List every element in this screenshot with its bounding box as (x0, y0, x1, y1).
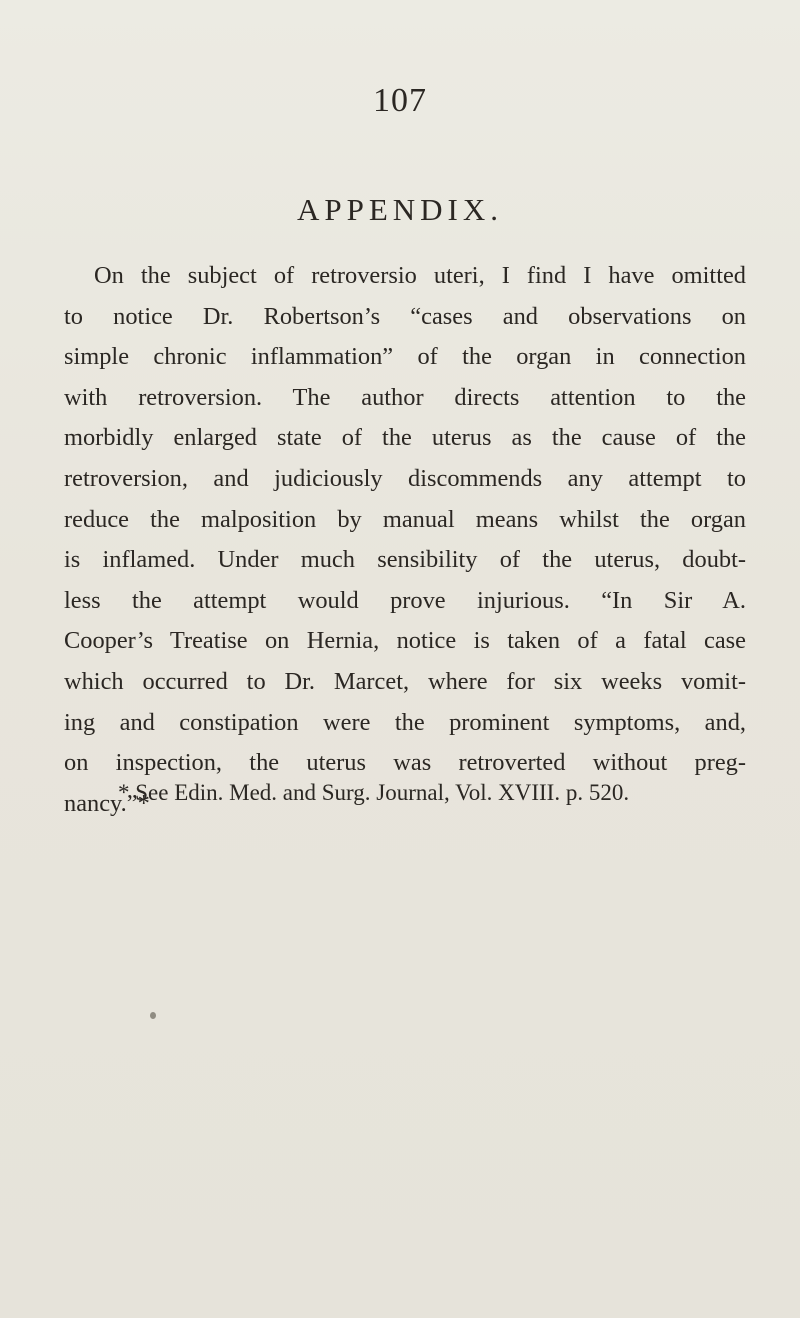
paragraph-line: less the attempt would prove injurious. “In Sir A. (64, 586, 746, 614)
paragraph-line: which occurred to Dr. Marcet, where for six weeks vomit- (64, 667, 746, 695)
paragraph-line: is inflamed. Under much sensibility of the uterus, doubt- (64, 546, 746, 574)
paragraph (64, 256, 746, 824)
paragraph-line: to notice Dr. Robertson’s “cases and observations on (64, 302, 746, 330)
paragraph-line: with retroversion. The author directs attention to the (64, 383, 746, 411)
section-heading: APPENDIX. (296, 192, 504, 227)
footnote: * See Edin. Med. and Surg. Journal, Vol. XVIII. p. 520. (118, 780, 630, 805)
paragraph-line: simple chronic inflammation” of the organ in connection (64, 343, 746, 371)
page-number: 107 (373, 82, 427, 119)
paragraph-line: On the subject of retroversio uteri, I find I have omitted (94, 262, 746, 289)
paragraph-line: Cooper’s Treatise on Hernia, notice is taken of a fatal case (64, 627, 746, 655)
paragraph-line: ing and constipation were the prominent symptoms, and, (64, 708, 746, 736)
paragraph-line: on inspection, the uterus was retroverted without preg- (64, 749, 746, 777)
paragraph-line: morbidly enlarged state of the uterus as the cause of the (64, 424, 746, 452)
paragraph-line: nancy.”* (64, 789, 150, 817)
paper-speck (150, 1012, 156, 1019)
paragraph-line: reduce the malposition by manual means whilst the organ (64, 505, 746, 533)
paragraph-line: retroversion, and judiciously discommends any attempt to (64, 464, 746, 492)
